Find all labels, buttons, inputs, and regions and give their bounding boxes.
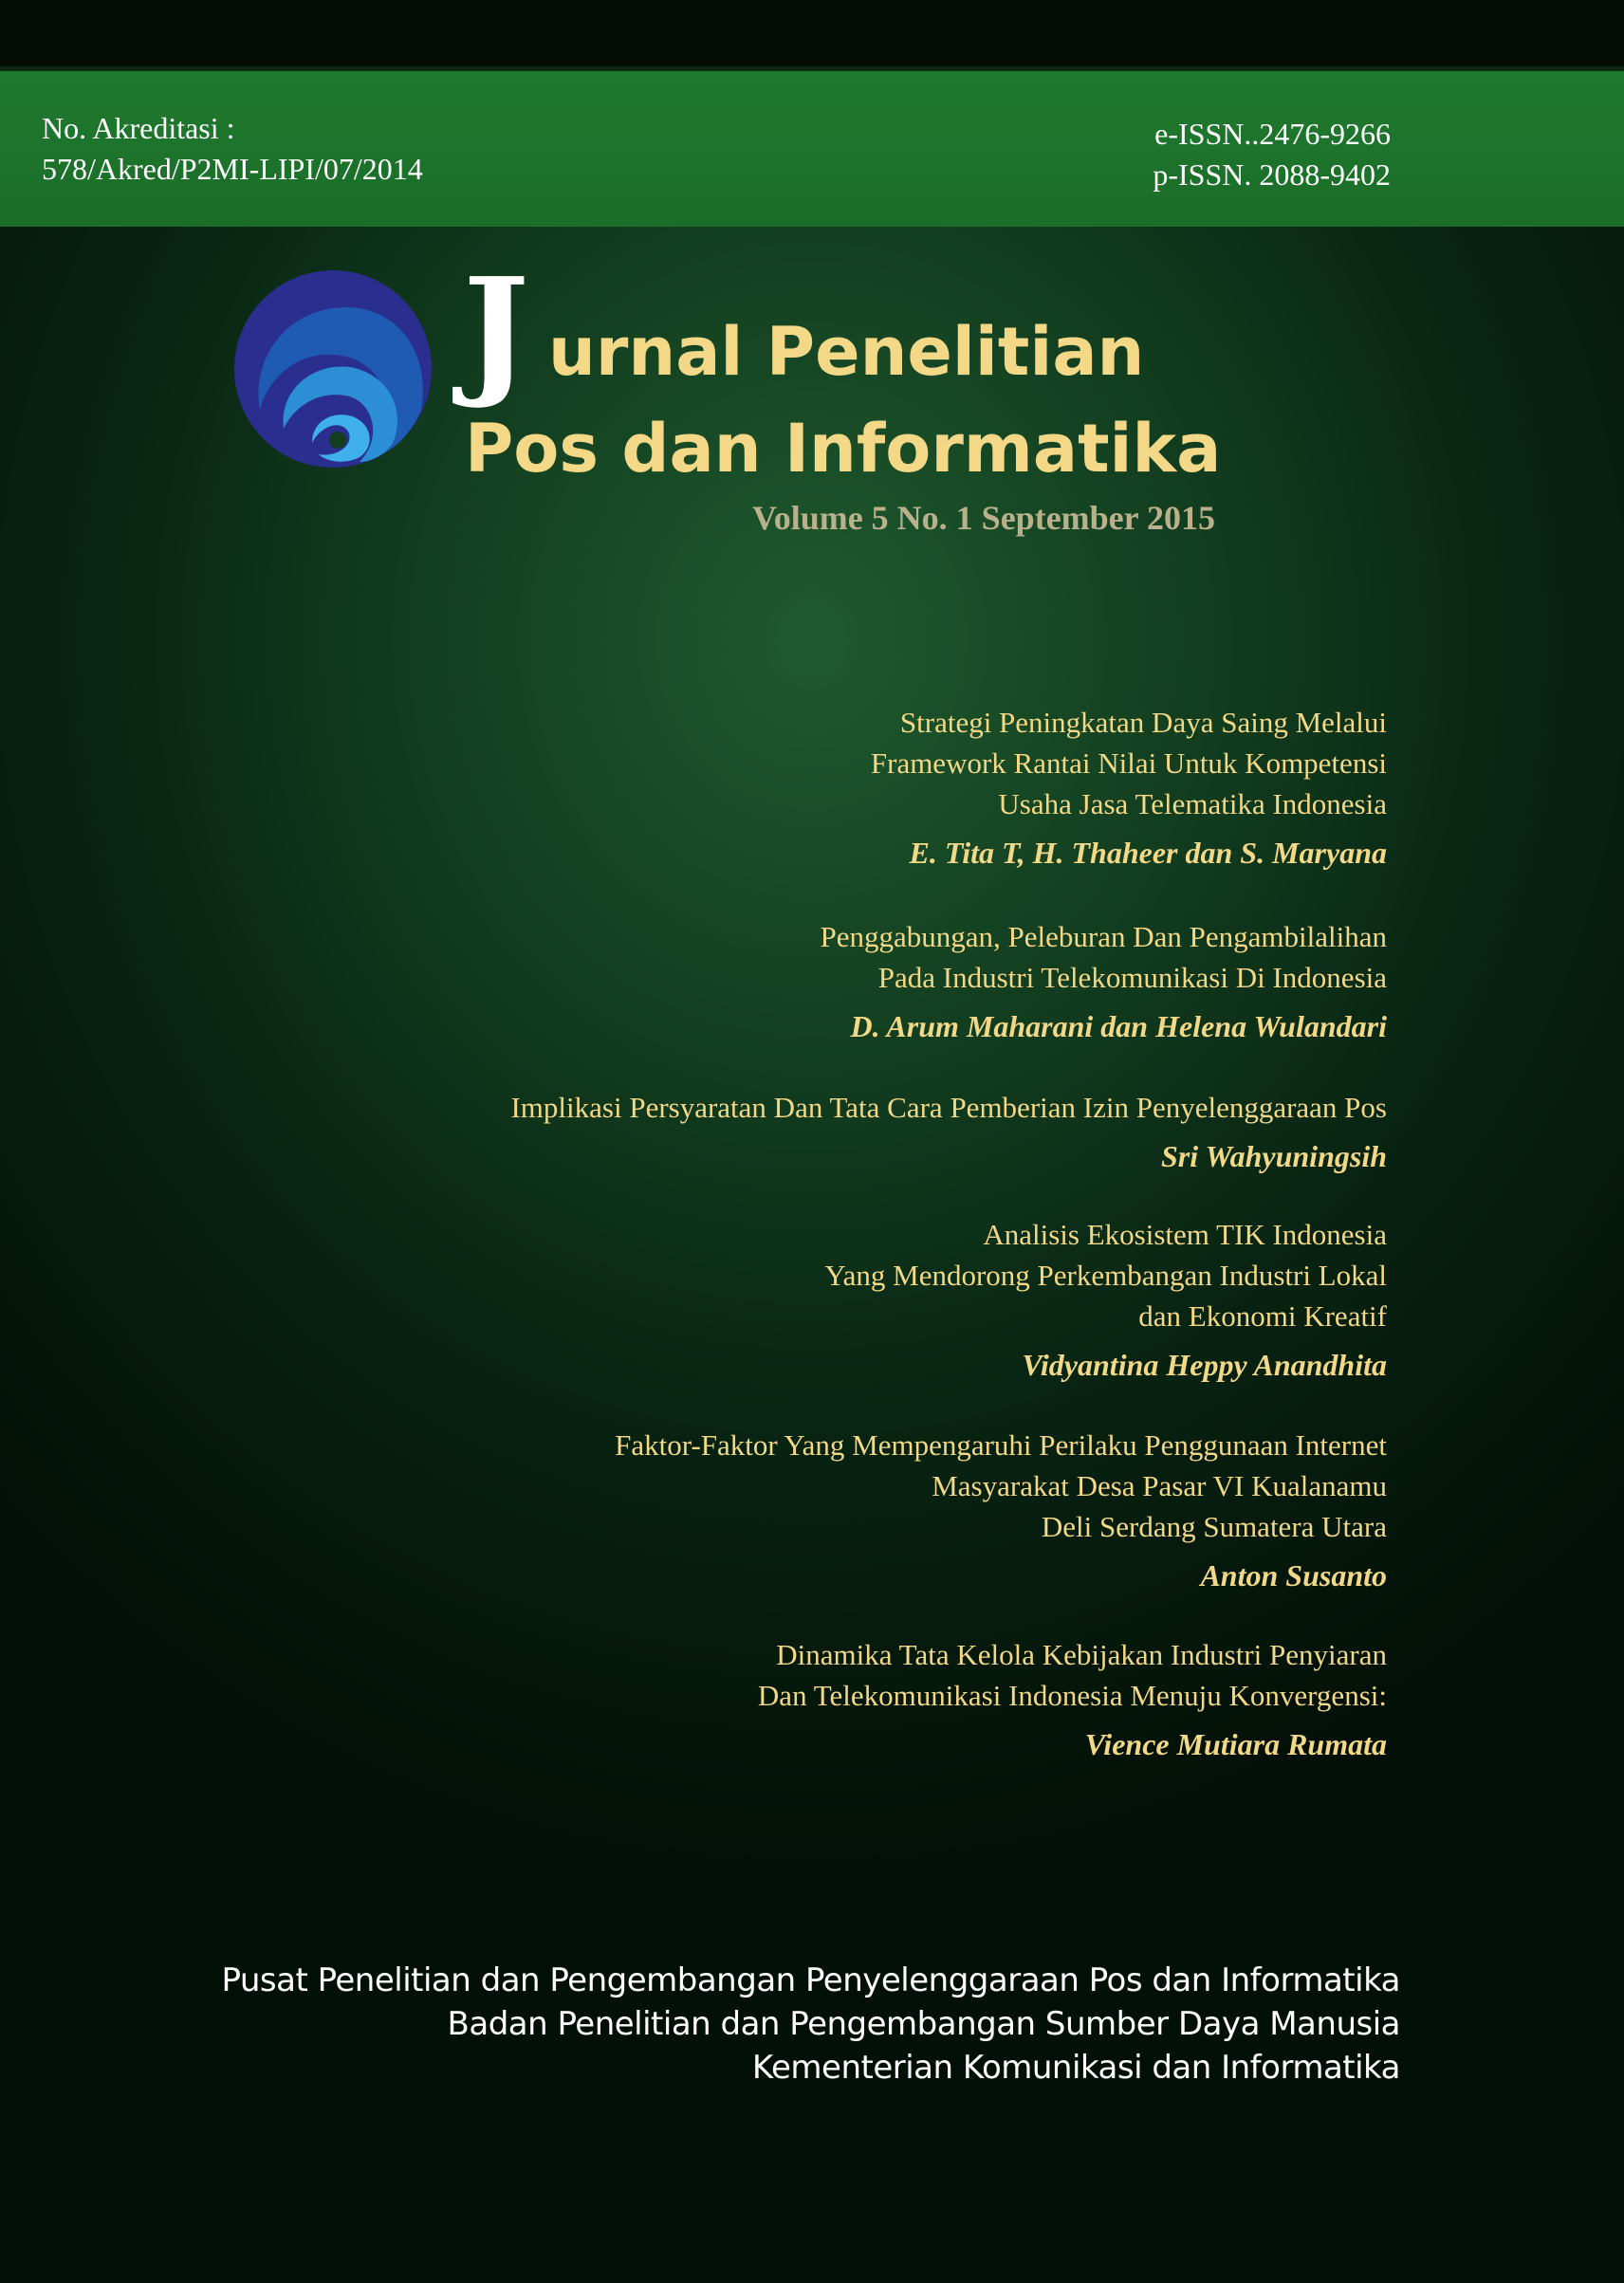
article-authors: Vience Mutiara Rumata bbox=[1084, 1727, 1387, 1761]
article-title-line: Faktor-Faktor Yang Mempengaruhi Perilaku Penggunaan Internet bbox=[615, 1428, 1387, 1462]
article-authors: Anton Susanto bbox=[1200, 1558, 1387, 1593]
article-title-line: Framework Rantai Nilai Untuk Kompetensi bbox=[870, 746, 1387, 780]
journal-title-line1: urnal Penelitian bbox=[548, 313, 1145, 391]
publisher-footer bbox=[221, 1959, 1400, 2090]
article-entry bbox=[824, 1214, 1387, 1386]
publisher-ministry: Kementerian Komunikasi dan Informatika bbox=[751, 2049, 1400, 2087]
journal-title-line2: Pos dan Informatika bbox=[465, 410, 1222, 488]
article-title-line: Analisis Ekosistem TIK Indonesia bbox=[983, 1218, 1387, 1251]
article-authors: Sri Wahyuningsih bbox=[1160, 1139, 1387, 1173]
article-title-line: Pada Industri Telekomunikasi Di Indonesia bbox=[877, 961, 1387, 994]
article-title-line: Dinamika Tata Kelola Kebijakan Industri Penyiaran bbox=[776, 1638, 1387, 1671]
article-authors: E. Tita T, H. Thaheer dan S. Maryana bbox=[909, 836, 1387, 870]
journal-title-initial: J bbox=[463, 247, 530, 412]
article-title-line: Dan Telekomunikasi Indonesia Menuju Konvergensi: bbox=[757, 1679, 1387, 1712]
article-title-line: Implikasi Persyaratan Dan Tata Cara Pemberian Izin Penyelenggaraan Pos bbox=[510, 1091, 1387, 1124]
article-title-line: Strategi Peningkatan Daya Saing Melalui bbox=[899, 706, 1387, 739]
publisher-agency: Badan Penelitian dan Pengembangan Sumber Daya Manusia bbox=[447, 2005, 1400, 2043]
article-title-line: Yang Mendorong Perkembangan Industri Lokal bbox=[824, 1259, 1387, 1292]
volume-issue: Volume 5 No. 1 September 2015 bbox=[752, 499, 1215, 537]
article-entry bbox=[758, 1634, 1387, 1765]
top-dark-strip bbox=[0, 0, 1624, 71]
article-entry bbox=[510, 1087, 1387, 1177]
article-authors: D. Arum Maharani dan Helena Wulandari bbox=[850, 1009, 1387, 1043]
publisher-center: Pusat Penelitian dan Pengembangan Penyelenggaraan Pos dan Informatika bbox=[221, 1961, 1400, 1999]
article-title-line: Deli Serdang Sumatera Utara bbox=[1041, 1510, 1387, 1543]
article-entry bbox=[821, 916, 1387, 1047]
accreditation-number: 578/Akred/P2MI-LIPI/07/2014 bbox=[42, 152, 423, 186]
article-entry bbox=[871, 702, 1387, 874]
eissn-number: e-ISSN..2476-9266 bbox=[1154, 117, 1391, 151]
article-title-line: Usaha Jasa Telematika Indonesia bbox=[998, 787, 1387, 820]
pissn-number: p-ISSN. 2088-9402 bbox=[1153, 157, 1391, 192]
article-title-line: dan Ekonomi Kreatif bbox=[1138, 1299, 1387, 1333]
ministry-swirl-logo-icon bbox=[231, 267, 434, 470]
article-authors: Vidyantina Heppy Anandhita bbox=[1022, 1348, 1387, 1382]
article-title-line: Penggabungan, Peleburan Dan Pengambilalihan bbox=[820, 920, 1387, 953]
article-entry bbox=[615, 1425, 1387, 1596]
accreditation-label: No. Akreditasi : bbox=[42, 111, 235, 145]
article-title-line: Masyarakat Desa Pasar VI Kualanamu bbox=[932, 1469, 1387, 1502]
